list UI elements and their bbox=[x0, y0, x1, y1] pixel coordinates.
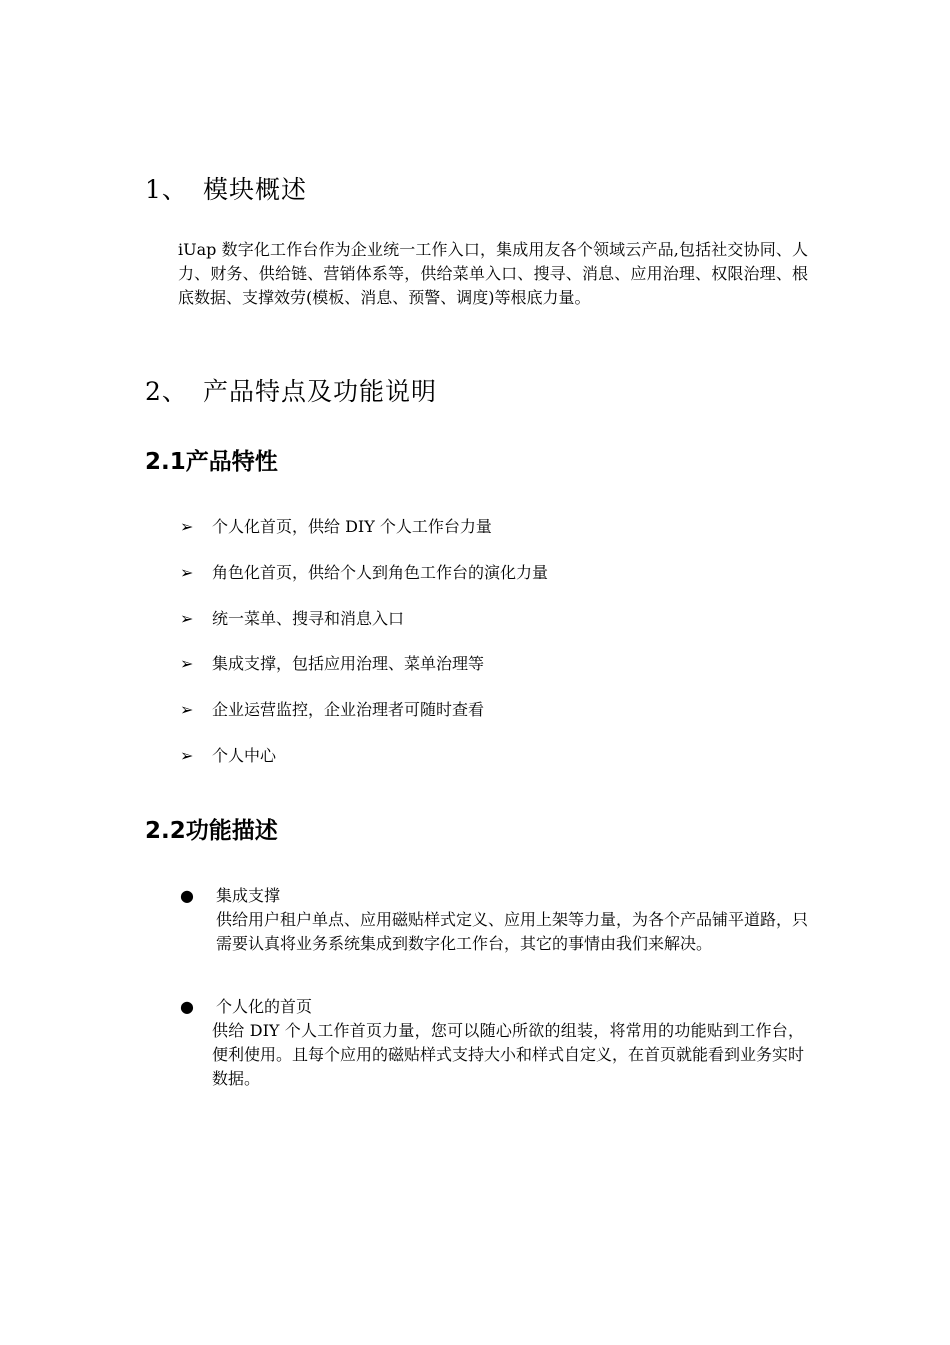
section-2-title: 产品特点及功能说明 bbox=[203, 377, 438, 406]
feature-desc: 供给用户租户单点、应用磁贴样式定义、应用上架等力量，为各个产品铺平道路，只需要认真将业务系统集成到数字化工作台，其它的事情由我们来解决。 bbox=[216, 910, 809, 953]
subsection-2-1-heading: 2.1产品特性 bbox=[145, 449, 278, 475]
section-2-heading bbox=[145, 372, 437, 408]
feature-list-text: 企业运营监控，企业治理者可随时查看 bbox=[212, 700, 485, 719]
subsection-2-2-heading: 2.2功能描述 bbox=[145, 818, 278, 844]
arrow-bullet-icon: ➢ bbox=[180, 517, 194, 536]
feature-list-text: 统一菜单、搜寻和消息入口 bbox=[212, 609, 405, 628]
feature-list-item bbox=[180, 607, 404, 631]
arrow-bullet-icon: ➢ bbox=[180, 746, 194, 765]
feature-list-item bbox=[180, 515, 492, 539]
feature-list-text: 角色化首页，供给个人到角色工作台的演化力量 bbox=[212, 563, 549, 582]
section-1-number: 1、 bbox=[145, 175, 188, 204]
feature-list-text: 个人化首页，供给 DIY 个人工作台力量 bbox=[212, 517, 492, 536]
section-2-number: 2、 bbox=[145, 377, 188, 406]
arrow-bullet-icon: ➢ bbox=[180, 654, 194, 673]
feature-description bbox=[180, 995, 810, 1095]
section-1-heading bbox=[145, 170, 307, 206]
feature-title: 个人化的首页 bbox=[216, 997, 313, 1016]
feature-list-item bbox=[180, 652, 484, 676]
feature-list-text: 集成支撑，包括应用治理、菜单治理等 bbox=[212, 654, 485, 673]
feature-description bbox=[180, 884, 810, 984]
feature-title: 集成支撑 bbox=[216, 886, 281, 905]
section-1-title: 模块概述 bbox=[203, 175, 308, 204]
section-1-paragraph: iUap 数字化工作台作为企业统一工作入口，集成用友各个领域云产品,包括社交协同、人力、财务、供给链、营销体系等，供给菜单入口、搜寻、消息、应用治理、权限治理、根底数据、支撑效劳(模板、消息、预警、调度)等根底力量。 bbox=[178, 240, 808, 307]
feature-desc: 供给 DIY 个人工作首页力量，您可以随心所欲的组装，将常用的功能贴到工作台，便利使用。且每个应用的磁贴样式支持大小和样式自定义，在首页就能看到业务实时数据。 bbox=[212, 1021, 805, 1088]
arrow-bullet-icon: ➢ bbox=[180, 700, 194, 719]
arrow-bullet-icon: ➢ bbox=[180, 563, 194, 582]
feature-list-text: 个人中心 bbox=[212, 746, 277, 765]
round-bullet-icon: ● bbox=[180, 997, 194, 1016]
feature-list-item bbox=[180, 698, 484, 722]
feature-list-item bbox=[180, 561, 548, 585]
round-bullet-icon: ● bbox=[180, 886, 194, 905]
feature-list-item bbox=[180, 744, 276, 768]
arrow-bullet-icon: ➢ bbox=[180, 609, 194, 628]
